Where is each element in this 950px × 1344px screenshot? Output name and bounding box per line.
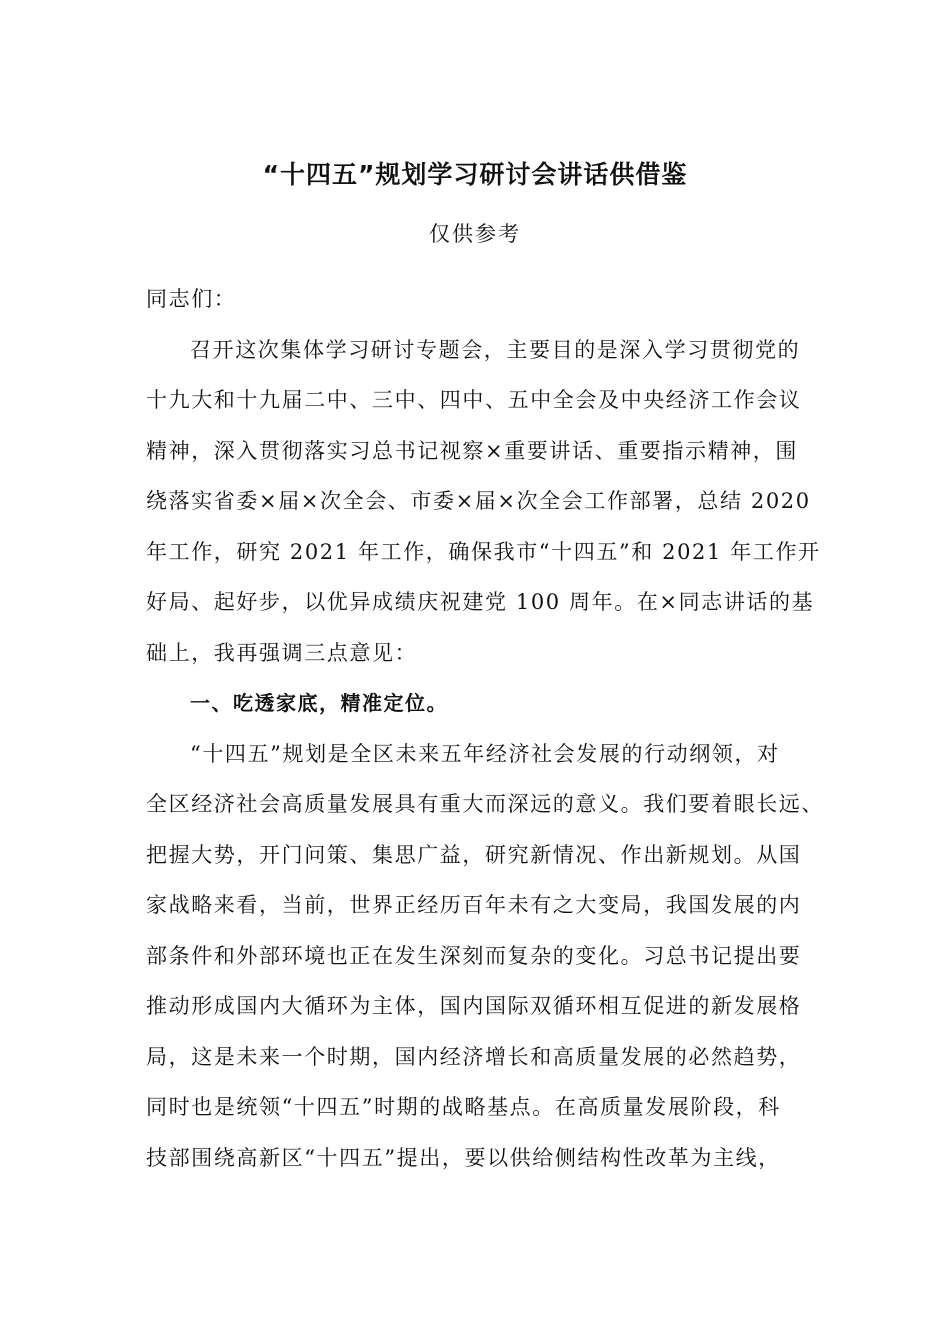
paragraph-2 [146,729,826,1184]
paragraph-line: 绕落实省委×届×次全会、市委×届×次全会工作部署，总结 2020 [146,489,811,513]
document-body [146,274,826,1183]
document-subtitle: 仅供参考 [429,222,521,246]
section-heading-1: 一、吃透家底，精准定位。 [190,691,448,715]
paragraph-line: “十四五”规划是全区未来五年经济社会发展的行动纲领，对 [190,741,780,766]
paragraph-line: 十九大和十九届二中、三中、四中、五中全会及中央经济工作会议 [146,388,802,412]
paragraph-line: 全区经济社会高质量发展具有重大而深远的意义。我们要着眼长远、 [146,792,824,816]
paragraph-line: 精神，深入贯彻落实习总书记视察×重要讲话、重要指示精神，围 [146,438,798,463]
paragraph-line: 同时也是统领“十四五”时期的战略基点。在高质量发展阶段，科 [146,1095,781,1119]
paragraph-line: 技部围绕高新区“十四五”提出，要以供给侧结构性改革为主线， [146,1145,781,1170]
paragraph-line: 好局、起好步，以优异成绩庆祝建党 100 周年。在×同志讲话的基 [146,590,815,614]
paragraph-line: 召开这次集体学习研讨专题会，主要目的是深入学习贯彻党的 [190,337,801,362]
paragraph-1 [146,325,826,679]
paragraph-line: 把握大势，开门问策、集思广益，研究新情况、作出新规划。从国 [146,842,802,867]
paragraph-line: 础上，我再强调三点意见： [146,640,418,665]
salutation: 同志们： [146,287,237,311]
document-title: “十四五”规划学习研讨会讲话供借鉴 [262,160,688,189]
paragraph-line: 年工作，研究 2021 年工作，确保我市“十四五”和 2021 年工作开 [146,539,821,564]
paragraph-line: 家战略来看，当前，世界正经历百年未有之大变局，我国发展的内 [146,893,802,917]
paragraph-line: 局，这是未来一个时期，国内经济增长和高质量发展的必然趋势， [146,1044,802,1069]
paragraph-line: 推动形成国内大循环为主体，国内国际双循环相互促进的新发展格 [146,994,802,1018]
paragraph-line: 部条件和外部环境也正在发生深刻而复杂的变化。习总书记提出要 [146,943,802,968]
